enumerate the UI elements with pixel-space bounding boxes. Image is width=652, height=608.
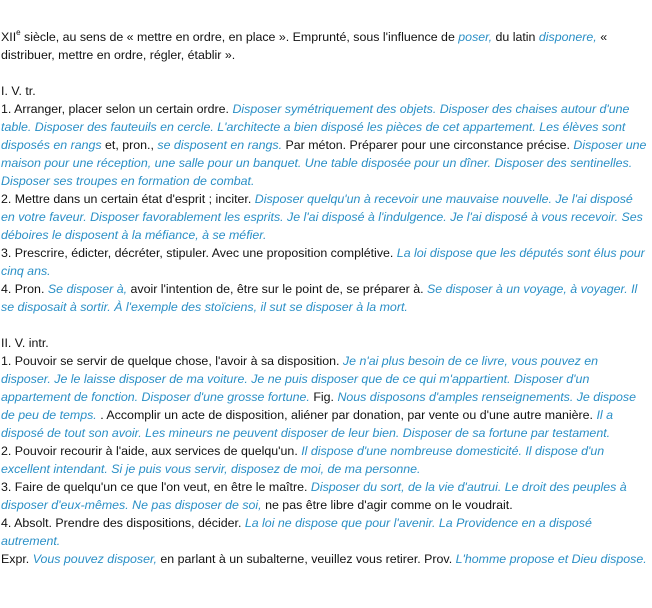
definition-text: et, pron., [101, 138, 158, 152]
etymology-text: XII [1, 30, 17, 44]
definition-text: en parlant à un subalterne, veuillez vous retirer. Prov. [156, 552, 456, 566]
example-text: Il a disposé de tout son avoir. Les mineurs ne peuvent disposer de leur bien. Disposer de sa fortune par testament. [1, 408, 613, 440]
example-text: Disposer symétriquement des objets. Disposer des chaises autour d'une table. Disposer des fauteuils en cercle. L'architecte a bien disposé les pièces de cet appartement. Les élèves sont disposés en rangs [1, 102, 630, 152]
definition-text: 2. Mettre dans un certain état d'esprit ; inciter. [1, 192, 255, 206]
definition-2 [1, 190, 650, 244]
example-text: Se disposer à un voyage, à voyager. Il se disposait à sortir. À l'exemple des stoïciens, il sut se disposer à la mort. [1, 282, 638, 314]
etymology-text: « distribuer, mettre en ordre, régler, établir ». [1, 30, 608, 62]
etymology-text: du latin [492, 30, 539, 44]
example-text: Se disposer à, [47, 282, 128, 296]
definition-2 [1, 442, 650, 478]
etymology-text: siècle, au sens de « mettre en ordre, en place ». Emprunté, sous l'influence de [20, 30, 459, 44]
example-text: La loi dispose que les députés sont élus pour cinq ans. [1, 246, 645, 278]
spacer [1, 316, 650, 334]
example-text: Je n'ai plus besoin de ce livre, vous pouvez en disposer. Je le laisse disposer de ma voiture. Je ne puis disposer que de ce qui m'appartient. Disposer d'un appartement de fonction. Disposer d'une grosse fortune. [1, 354, 599, 404]
section-heading: I. V. tr. [1, 84, 36, 98]
definition-text: 3. Faire de quelqu'un ce que l'on veut, en être le maître. [1, 480, 311, 494]
definition-text: 1. Pouvoir se servir de quelque chose, l'avoir à sa disposition. [1, 354, 343, 368]
definition-text: 1. Arranger, placer selon un certain ordre. [1, 102, 233, 116]
definition-text: ne pas être libre d'agir comme on le voudrait. [261, 498, 513, 512]
definition-text: Par méton. Préparer pour une circonstance précise. [282, 138, 574, 152]
example-text: se disposent en rangs. [157, 138, 283, 152]
section-heading: II. V. intr. [1, 336, 49, 350]
definition-text: 4. Pron. [1, 282, 48, 296]
definition-text: 3. Prescrire, édicter, décréter, stipuler. Avec une proposition complétive. [1, 246, 397, 260]
definition-1 [1, 100, 650, 190]
definition-3 [1, 478, 650, 514]
example-text: Disposer une maison pour une réception, une salle pour un banquet. Une table disposée pour un dîner. Disposer des sentinelles. Disposer ses troupes en formation de combat. [1, 138, 647, 188]
definition-text: avoir l'intention de, être sur le point de, se préparer à. [127, 282, 427, 296]
definition-4 [1, 514, 650, 550]
link-disponere[interactable]: disponere, [538, 30, 597, 44]
spacer [1, 64, 650, 82]
proverb-text: L'homme propose et Dieu dispose. [455, 552, 647, 566]
century-superscript: e [16, 27, 21, 37]
example-text: Disposer du sort, de la vie d'autrui. Le droit des peuples à disposer d'eux-mêmes. Ne pas disposer de soi, [1, 480, 627, 512]
definition-text: 4. Absolt. Prendre des dispositions, décider. [1, 516, 245, 530]
expression [1, 550, 650, 568]
example-text: Nous disposons d'amples renseignements. Je dispose de peu de temps. [1, 390, 636, 422]
definition-1 [1, 352, 650, 442]
definition-text: Expr. [1, 552, 33, 566]
example-text: La loi ne dispose que pour l'avenir. La Providence en a disposé autrement. [1, 516, 592, 548]
definition-text: Fig. [309, 390, 338, 404]
example-text: Il dispose d'une nombreuse domesticité. Il dispose d'un excellent intendant. Si je puis vous servir, disposez de moi, de ma personne. [1, 444, 605, 476]
definition-3 [1, 244, 650, 280]
definition-4 [1, 280, 650, 316]
definition-text: . Accomplir un acte de disposition, aliéner par donation, par vente ou d'une autre manière. [96, 408, 597, 422]
etymology [1, 28, 650, 64]
definition-text: 2. Pouvoir recourir à l'aide, aux services de quelqu'un. [1, 444, 302, 458]
example-text: Disposer quelqu'un à recevoir une mauvaise nouvelle. Je l'ai disposé en votre faveur. Disposer favorablement les esprits. Je l'ai disposé à l'indulgence. Je l'ai disposé à vous recevoir. Ses déboires le disposent à la méfiance, à se méfier. [1, 192, 643, 242]
example-text: Vous pouvez disposer, [32, 552, 157, 566]
link-poser[interactable]: poser, [458, 30, 493, 44]
